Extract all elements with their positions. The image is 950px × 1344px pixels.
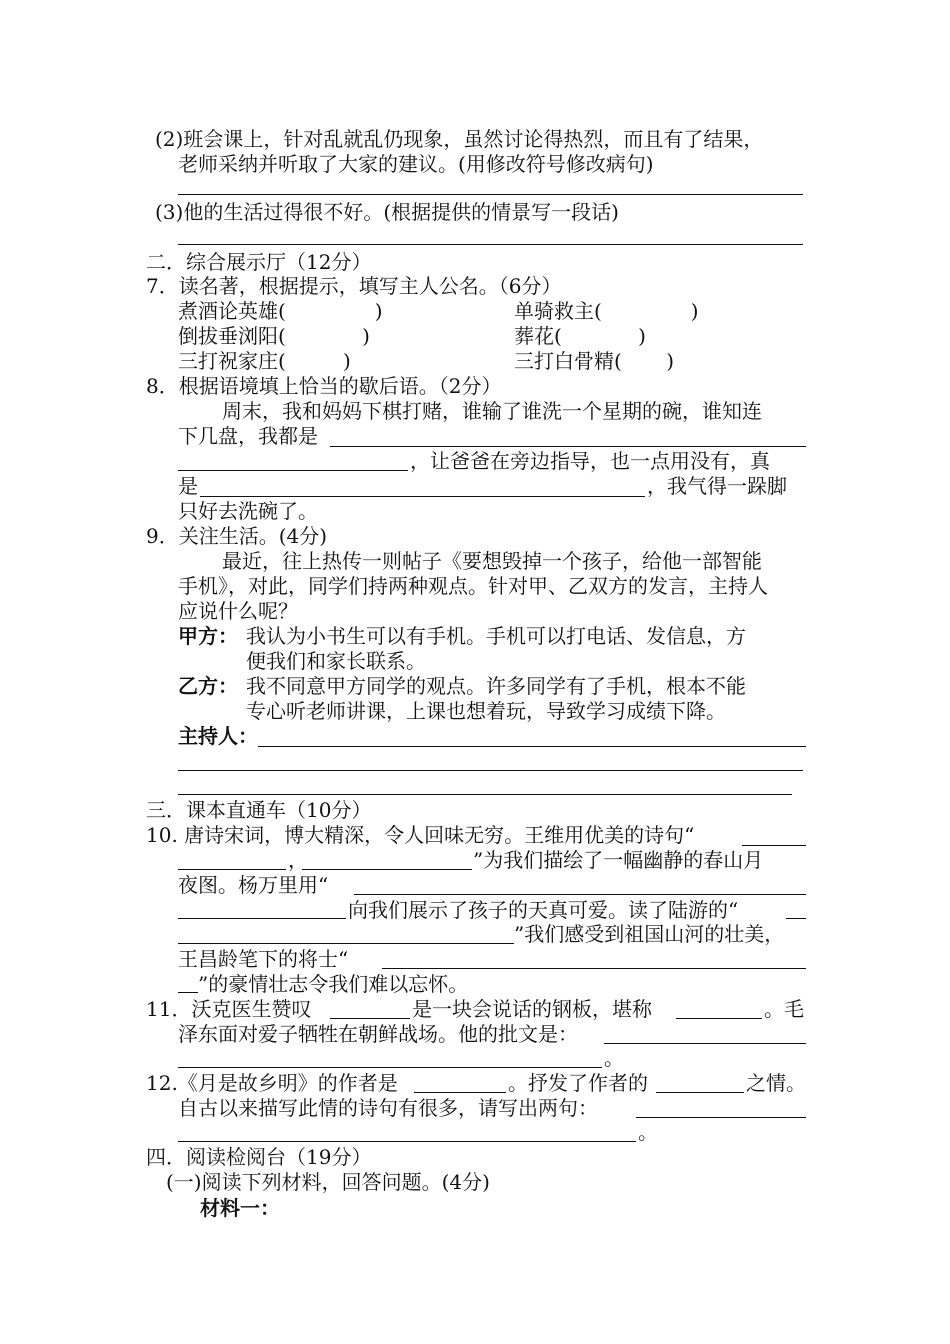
q11-line1a: 11．沃克医生赞叹	[146, 997, 312, 1021]
q7-row3-left[interactable]: 三打祝家庄( )	[178, 349, 351, 373]
q3-line1: (3)他的生活过得很不好。(根据提供的情景写一段话)	[155, 200, 619, 224]
q9-prompt: 9．关注生活。(4分)	[146, 524, 328, 548]
q11-line1b: 是一块会说话的钢板，堪称	[412, 997, 652, 1021]
q12-line2: 自古以来描写此情的诗句有很多，请写出两句：	[178, 1096, 598, 1120]
q2-line2: 老师采纳并听取了大家的建议。(用修改符号修改病句)	[178, 152, 654, 176]
q8-line5: 只好去洗碗了。	[178, 499, 318, 523]
reading-part1: (一)阅读下列材料，回答问题。(4分)	[166, 1170, 490, 1194]
q10-blank-5b[interactable]	[178, 992, 198, 993]
q8-line1: 周末，我和妈妈下棋打赌，谁输了谁洗一个星期的碗，谁知连	[222, 399, 762, 423]
q12-blank-3b[interactable]	[178, 1141, 636, 1142]
q8-blank-1a[interactable]	[330, 446, 806, 447]
q10-blank-4a[interactable]	[786, 918, 806, 919]
q7-row2-right[interactable]: 葬花( )	[514, 324, 646, 348]
section-4-heading: 四．阅读检阅台（19分）	[146, 1145, 372, 1169]
q10-blank-1a[interactable]	[742, 845, 806, 846]
q10-line3: 夜图。杨万里用“	[178, 873, 329, 897]
q12-blank-1[interactable]	[414, 1092, 506, 1093]
q11-blank-3b[interactable]	[178, 1067, 602, 1068]
q12-line3: 。	[638, 1120, 658, 1144]
q8-line4b: ，我气得一跺脚	[647, 474, 787, 498]
q8-line3: ，让爸爸在旁边指导，也一点用没有，真	[410, 449, 770, 473]
q9-yi-label: 乙方：	[178, 674, 238, 698]
q8-line4a: 是	[178, 474, 198, 498]
q7-row1-right[interactable]: 单骑救主( )	[514, 299, 699, 323]
q9-jia-line1: 我认为小书生可以有手机。手机可以打电话、发信息，方	[246, 624, 746, 648]
q9-line1: 最近，往上热传一则帖子《要想毁掉一个孩子，给他一部智能	[222, 549, 762, 573]
q10-blank-2[interactable]	[302, 869, 472, 870]
q3-answer-line[interactable]	[178, 244, 803, 245]
q7-row2-left[interactable]: 倒拔垂浏阳( )	[178, 324, 370, 348]
q9-host-line-1[interactable]	[258, 746, 806, 747]
q11-line1c: 。毛	[764, 997, 804, 1021]
q9-host-line-3[interactable]	[178, 794, 792, 795]
q10-line6: 王昌龄笔下的将士“	[178, 947, 349, 971]
q10-line2a: ，	[288, 848, 308, 872]
q2-answer-line[interactable]	[178, 194, 803, 195]
section-2-heading: 二．综合展示厅（12分）	[146, 250, 372, 274]
q12-line1c: 之情。	[746, 1071, 806, 1095]
q11-blank-2[interactable]	[676, 1018, 762, 1019]
q12-line1a: 12.《月是故乡明》的作者是	[146, 1071, 398, 1095]
q11-line2: 泽东面对爱子牺牲在朝鲜战场。他的批文是：	[178, 1022, 578, 1046]
q12-blank-2[interactable]	[656, 1092, 744, 1093]
reading-material1: 材料一：	[200, 1196, 280, 1220]
q7-prompt: 7．读名著，根据提示，填写主人公名。（6分）	[146, 274, 562, 298]
q7-row3-right[interactable]: 三打白骨精( )	[514, 349, 675, 373]
q10-blank-1b[interactable]	[178, 869, 286, 870]
q9-jia-line2: 便我们和家长联系。	[246, 649, 426, 673]
q10-blank-5a[interactable]	[382, 968, 806, 969]
q10-line4: 向我们展示了孩子的天真可爱。读了陆游的“	[348, 898, 739, 922]
q12-blank-3a[interactable]	[636, 1117, 806, 1118]
q9-jia-label: 甲方：	[178, 624, 238, 648]
q12-line1b: 。抒发了作者的	[508, 1071, 648, 1095]
q11-blank-3a[interactable]	[604, 1043, 806, 1044]
q11-blank-1[interactable]	[330, 1018, 410, 1019]
q9-yi-line1: 我不同意甲方同学的观点。许多同学有了手机，根本不能	[246, 674, 746, 698]
q10-line7: ”的豪情壮志令我们难以忘怀。	[198, 972, 469, 996]
q10-blank-3a[interactable]	[354, 894, 806, 895]
q9-line3: 应说什么呢？	[178, 599, 298, 623]
q9-line2: 手机》，对此，同学们持两种观点。针对甲、乙双方的发言，主持人	[178, 574, 768, 598]
q8-blank-2[interactable]	[200, 496, 645, 497]
q7-row1-left[interactable]: 煮酒论英雄( )	[178, 299, 383, 323]
q10-blank-4b[interactable]	[178, 943, 514, 944]
q9-host-line-2[interactable]	[178, 770, 803, 771]
q2-line1: (2)班会课上，针对乱就乱仍现象，虽然讨论得热烈，而且有了结果，	[155, 127, 764, 151]
q10-line1: 10. 唐诗宋词，博大精深，令人回味无穷。王维用优美的诗句“	[146, 823, 695, 847]
q10-line5: ”我们感受到祖国山河的壮美，	[514, 922, 785, 946]
q11-line3: 。	[604, 1046, 624, 1070]
q10-line2b: ”为我们描绘了一幅幽静的春山月	[473, 848, 764, 872]
section-3-heading: 三．课本直通车（10分）	[146, 798, 372, 822]
q8-blank-1b[interactable]	[178, 470, 408, 471]
q9-yi-line2: 专心听老师讲课，上课也想着玩，导致学习成绩下降。	[246, 699, 726, 723]
q9-host-label: 主持人：	[178, 724, 258, 748]
q8-line2: 下几盘，我都是	[178, 424, 318, 448]
q10-blank-3b[interactable]	[178, 918, 346, 919]
q8-prompt: 8．根据语境填上恰当的歇后语。（2分）	[146, 374, 502, 398]
